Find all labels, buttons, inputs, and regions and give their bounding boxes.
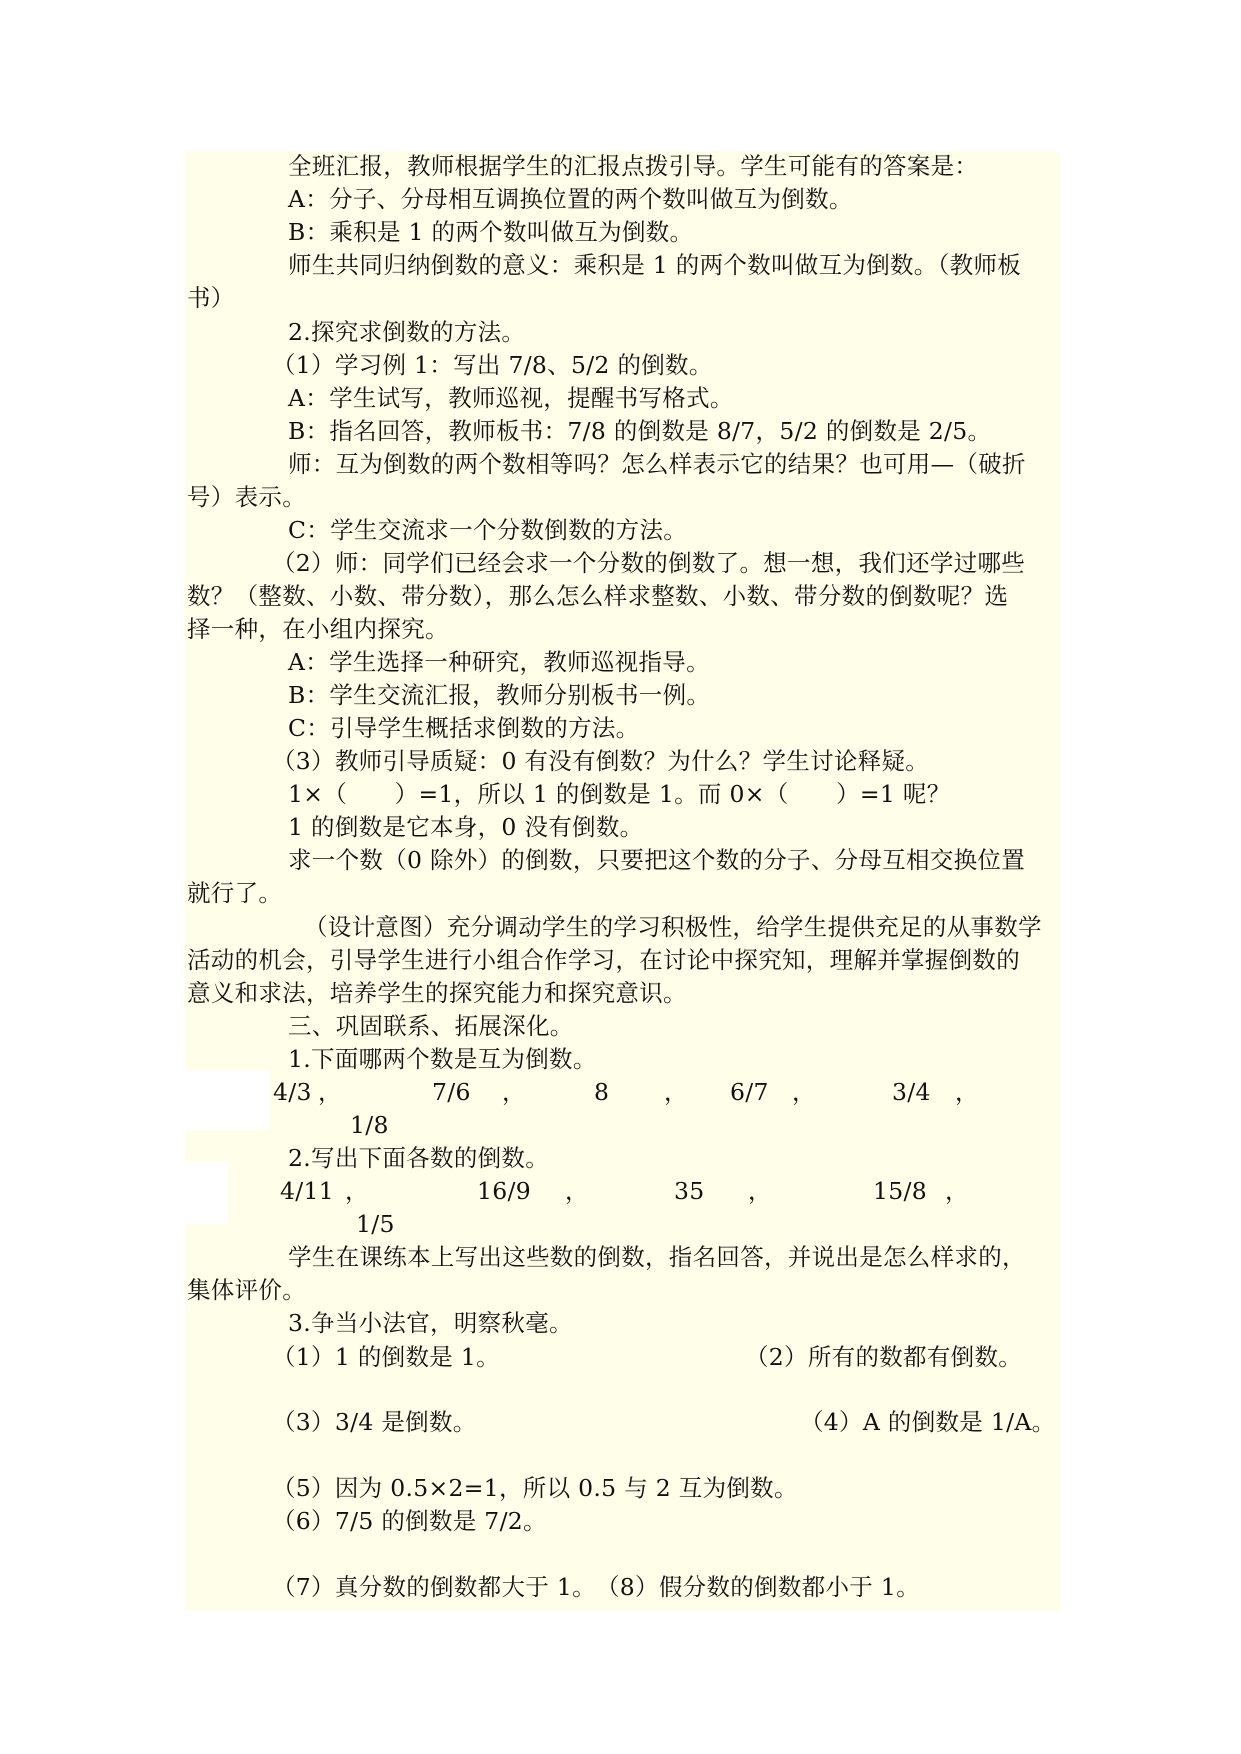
judge-item: （5）因为 0.5×2=1，所以 0.5 与 2 互为倒数。 <box>272 1474 798 1502</box>
exercise-separator: ， <box>318 1078 342 1106</box>
exercise-number: 6/7 <box>730 1078 769 1106</box>
text-line: 数？（整数、小数、带分数），那么怎么样求整数、小数、带分数的倒数呢？选 <box>187 582 1009 610</box>
text-line: 意义和求法，培养学生的探究能力和探究意识。 <box>187 979 687 1007</box>
text-line: B：乘积是 1 的两个数叫做互为倒数。 <box>288 218 694 246</box>
exercise-number: 1/8 <box>350 1111 389 1139</box>
exercise-separator: ， <box>945 1177 969 1205</box>
text-line: 全班汇报，教师根据学生的汇报点拨引导。学生可能有的答案是： <box>288 152 979 180</box>
text-line: （3）教师引导质疑：0 有没有倒数？为什么？学生讨论释疑。 <box>272 747 930 775</box>
text-line: 集体评价。 <box>187 1276 306 1304</box>
exercise-number: 4/11 <box>280 1177 334 1205</box>
judge-item: （3）3/4 是倒数。 <box>272 1408 477 1436</box>
judge-item: （8）假分数的倒数都小于 1。 <box>596 1573 920 1601</box>
text-line: A：学生选择一种研究，教师巡视指导。 <box>288 648 710 676</box>
text-line: 书） <box>187 284 235 312</box>
exercise-separator: ， <box>565 1177 589 1205</box>
text-line: （设计意图）充分调动学生的学习积极性，给学生提供充足的从事数学 <box>304 913 1042 941</box>
text-line: 求一个数（0 除外）的倒数，只要把这个数的分子、分母互相交换位置 <box>288 846 1026 874</box>
text-line: B：指名回答，教师板书：7/8 的倒数是 8/7，5/2 的倒数是 2/5。 <box>288 417 992 445</box>
text-line: 学生在课练本上写出这些数的倒数，指名回答，并说出是怎么样求的， <box>288 1243 1026 1271</box>
text-line: 3.争当小法官，明察秋毫。 <box>288 1309 573 1337</box>
text-line: A：学生试写，教师巡视，提醒书写格式。 <box>288 384 734 412</box>
text-line: 师生共同归纳倒数的意义：乘积是 1 的两个数叫做互为倒数。（教师板 <box>288 251 1022 279</box>
text-line: B：学生交流汇报，教师分别板书一例。 <box>288 681 711 709</box>
exercise-number: 4/3 <box>273 1078 312 1106</box>
exercise-number: 35 <box>674 1177 705 1205</box>
text-line: 1.下面哪两个数是互为倒数。 <box>288 1045 597 1073</box>
exercise-number: 15/8 <box>873 1177 927 1205</box>
text-line: A：分子、分母相互调换位置的两个数叫做互为倒数。 <box>288 185 853 213</box>
text-line: （1）学习例 1：写出 7/8、5/2 的倒数。 <box>272 351 713 379</box>
exercise-separator: ， <box>955 1078 979 1106</box>
blank-area <box>185 1070 270 1130</box>
exercise-number: 3/4 <box>892 1078 931 1106</box>
exercise-separator: ， <box>345 1177 369 1205</box>
exercise-separator: ， <box>792 1078 816 1106</box>
blank-area <box>185 1162 228 1224</box>
exercise-number: 16/9 <box>477 1177 531 1205</box>
judge-item: （1）1 的倒数是 1。 <box>272 1343 500 1371</box>
text-line: 1 的倒数是它本身，0 没有倒数。 <box>288 813 644 841</box>
text-line: 2.写出下面各数的倒数。 <box>288 1144 550 1172</box>
text-line: 师：互为倒数的两个数相等吗？怎么样表示它的结果？也可用—（破折 <box>288 450 1026 478</box>
text-line: （2）师：同学们已经会求一个分数的倒数了。想一想，我们还学过哪些 <box>272 549 1026 577</box>
text-line: 2.探究求倒数的方法。 <box>288 318 526 346</box>
text-line: 三、巩固联系、拓展深化。 <box>288 1012 574 1040</box>
text-line: 就行了。 <box>187 879 283 907</box>
text-line: 号）表示。 <box>187 483 306 511</box>
exercise-separator: ， <box>748 1177 772 1205</box>
judge-item: （4）A 的倒数是 1/A。 <box>800 1408 1056 1436</box>
judge-item: （7）真分数的倒数都大于 1。 <box>272 1573 596 1601</box>
text-line: 择一种，在小组内探究。 <box>187 615 449 643</box>
judge-item: （2）所有的数都有倒数。 <box>745 1343 1023 1371</box>
exercise-separator: ， <box>664 1078 688 1106</box>
exercise-separator: ， <box>502 1078 526 1106</box>
text-line: 1×（ ）=1，所以 1 的倒数是 1。而 0×（ ）=1 呢？ <box>288 780 951 808</box>
exercise-number: 7/6 <box>432 1078 471 1106</box>
text-line: C：学生交流求一个分数倒数的方法。 <box>288 516 688 544</box>
text-line: C：引导学生概括求倒数的方法。 <box>288 714 640 742</box>
judge-item: （6）7/5 的倒数是 7/2。 <box>272 1507 547 1535</box>
text-line: 活动的机会，引导学生进行小组合作学习，在讨论中探究知，理解并掌握倒数的 <box>187 946 1020 974</box>
exercise-number: 8 <box>594 1078 610 1106</box>
exercise-number: 1/5 <box>356 1210 395 1238</box>
